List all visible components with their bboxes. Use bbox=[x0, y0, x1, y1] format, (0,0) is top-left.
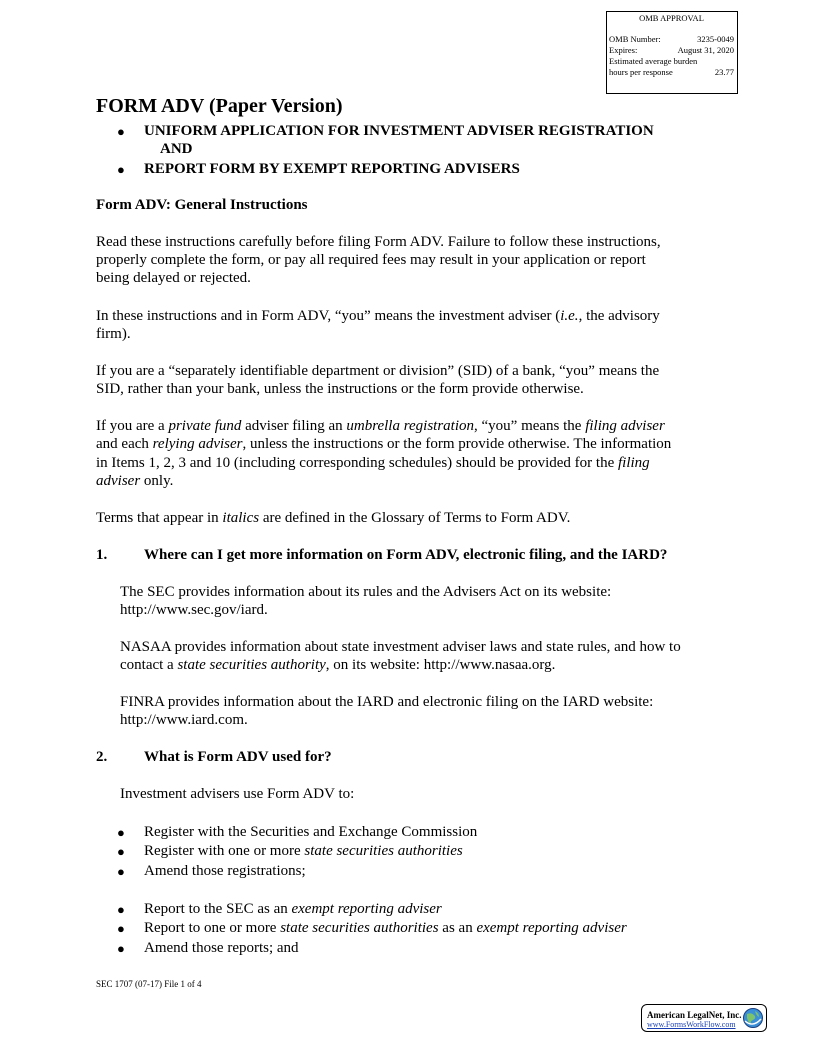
q1-nasaa-italic: state securities authority bbox=[177, 657, 326, 673]
para4-line4 bbox=[96, 472, 726, 491]
para4-italic: private fund bbox=[168, 418, 242, 434]
omb-number-row bbox=[609, 34, 734, 45]
para4-italic: filing bbox=[617, 455, 650, 471]
para4-text: , “you” means the bbox=[474, 418, 586, 434]
bullet-icon: ● bbox=[117, 864, 125, 879]
q2-bullet-5 bbox=[144, 919, 627, 938]
q2-bullet-6: Amend those reports; and bbox=[144, 940, 299, 956]
para5-text: are defined in the Glossary of Terms to Form ADV. bbox=[259, 510, 571, 526]
q2-bullet-text: as an bbox=[438, 920, 477, 936]
omb-expires-label: Expires: bbox=[609, 45, 638, 55]
omb-number-label: OMB Number: bbox=[609, 34, 661, 44]
para4-line2 bbox=[96, 435, 726, 454]
para2-text: , the advisory bbox=[578, 308, 660, 324]
bullet-icon: ● bbox=[117, 941, 125, 956]
para4-italic: filing adviser bbox=[585, 418, 665, 434]
q1-nasaa-line1: NASAA provides information about state investment adviser laws and state rules, and how to bbox=[120, 639, 681, 655]
bullet-icon: ● bbox=[117, 162, 125, 177]
q2-bullet-text: Report to one or more bbox=[144, 920, 281, 936]
q2-bullet-italic: exempt reporting adviser bbox=[476, 920, 627, 936]
q1-sec-line2: http://www.sec.gov/iard. bbox=[120, 602, 268, 618]
q1-nasaa-text: , on its website: http://www.nasaa.org. bbox=[325, 657, 556, 673]
q1-heading: Where can I get more information on Form ADV, electronic filing, and the IARD? bbox=[144, 547, 668, 563]
para3-line1: If you are a “separately identifiable department or division” (SID) of a bank, “you” means the bbox=[96, 363, 660, 379]
omb-approval-box bbox=[606, 11, 738, 94]
q2-bullet-3: Amend those registrations; bbox=[144, 863, 306, 879]
para4-text: in Items 1, 2, 3 and 10 (including corresponding schedules) should be provided for the bbox=[96, 455, 618, 471]
q2-bullet-italic: state securities authorities bbox=[280, 920, 439, 936]
para5 bbox=[96, 509, 726, 528]
q1-number: 1. bbox=[96, 547, 108, 563]
logo-url-link[interactable]: www.FormsWorkFlow.com bbox=[647, 1020, 736, 1029]
para1-line3: being delayed or rejected. bbox=[96, 270, 251, 286]
para4-italic: umbrella registration bbox=[346, 418, 474, 434]
para1-line2: properly complete the form, or pay all required fees may result in your application or report bbox=[96, 252, 646, 268]
para4-text: and each bbox=[96, 436, 153, 452]
para4-italic: adviser bbox=[96, 473, 141, 489]
para2-italic: i.e. bbox=[560, 308, 579, 324]
omb-heading: OMB APPROVAL bbox=[639, 13, 704, 23]
q2-bullet-4 bbox=[144, 900, 442, 919]
q2-intro: Investment advisers use Form ADV to: bbox=[120, 786, 355, 802]
page-title: FORM ADV (Paper Version) bbox=[96, 95, 343, 117]
header-bullet-1-line1: UNIFORM APPLICATION FOR INVESTMENT ADVISER REGISTRATION bbox=[144, 123, 654, 139]
q1-finra-line2: http://www.iard.com. bbox=[120, 712, 248, 728]
q1-nasaa-text: contact a bbox=[120, 657, 178, 673]
para4-italic: relying adviser bbox=[152, 436, 243, 452]
q2-bullet-1: Register with the Securities and Exchange Commission bbox=[144, 824, 478, 840]
header-bullet-2: REPORT FORM BY EXEMPT REPORTING ADVISERS bbox=[144, 161, 520, 177]
q2-bullet-italic: state securities authorities bbox=[304, 843, 463, 859]
q2-bullet-text: Register with one or more bbox=[144, 843, 305, 859]
para4-text: , unless the instructions or the form provide otherwise. The information bbox=[242, 436, 672, 452]
para4-line1 bbox=[96, 417, 726, 436]
q2-bullet-2 bbox=[144, 842, 463, 861]
legalnet-logo[interactable] bbox=[641, 1004, 767, 1032]
omb-expires-value: August 31, 2020 bbox=[677, 45, 734, 55]
para3-line2: SID, rather than your bank, unless the instructions or the form provide otherwise. bbox=[96, 381, 584, 397]
q2-bullet-text: Report to the SEC as an bbox=[144, 901, 292, 917]
para2-text: In these instructions and in Form ADV, “you” means the investment adviser ( bbox=[96, 308, 561, 324]
header-bullet-1-line2: AND bbox=[160, 141, 193, 157]
logo-name: American LegalNet, Inc. bbox=[647, 1010, 742, 1020]
bullet-icon: ● bbox=[117, 844, 125, 859]
bullet-icon: ● bbox=[117, 921, 125, 936]
q2-bullet-italic: exempt reporting adviser bbox=[291, 901, 442, 917]
form-identifier: SEC 1707 (07-17) File 1 of 4 bbox=[96, 979, 202, 989]
para5-text: Terms that appear in bbox=[96, 510, 223, 526]
q2-number: 2. bbox=[96, 749, 108, 765]
para4-text: adviser filing an bbox=[241, 418, 347, 434]
q1-nasaa-line2 bbox=[120, 656, 730, 675]
para5-italic: italics bbox=[222, 510, 260, 526]
q1-finra-line1: FINRA provides information about the IARD and electronic filing on the IARD website: bbox=[120, 694, 654, 710]
omb-burden-value: 23.77 bbox=[714, 67, 734, 77]
para2-line1 bbox=[96, 307, 726, 326]
omb-burden-label: hours per response bbox=[609, 67, 673, 77]
bullet-icon: ● bbox=[117, 902, 125, 917]
q2-heading: What is Form ADV used for? bbox=[144, 749, 332, 765]
q1-sec-line1: The SEC provides information about its rules and the Advisers Act on its website: bbox=[120, 584, 612, 600]
para2-line2: firm). bbox=[96, 326, 131, 342]
omb-number-value: 3235-0049 bbox=[697, 34, 734, 44]
para4-text: If you are a bbox=[96, 418, 169, 434]
general-instructions-heading: Form ADV: General Instructions bbox=[96, 197, 308, 213]
omb-burden-line1: Estimated average burden bbox=[609, 56, 698, 66]
bullet-icon: ● bbox=[117, 124, 125, 139]
globe-icon bbox=[742, 1007, 764, 1029]
para1-line1: Read these instructions carefully before filing Form ADV. Failure to follow these instructions, bbox=[96, 234, 661, 250]
omb-expires-row bbox=[609, 45, 734, 56]
omb-burden-row bbox=[609, 67, 734, 78]
bullet-icon: ● bbox=[117, 825, 125, 840]
para4-line3 bbox=[96, 454, 726, 473]
para4-text: only. bbox=[140, 473, 174, 489]
